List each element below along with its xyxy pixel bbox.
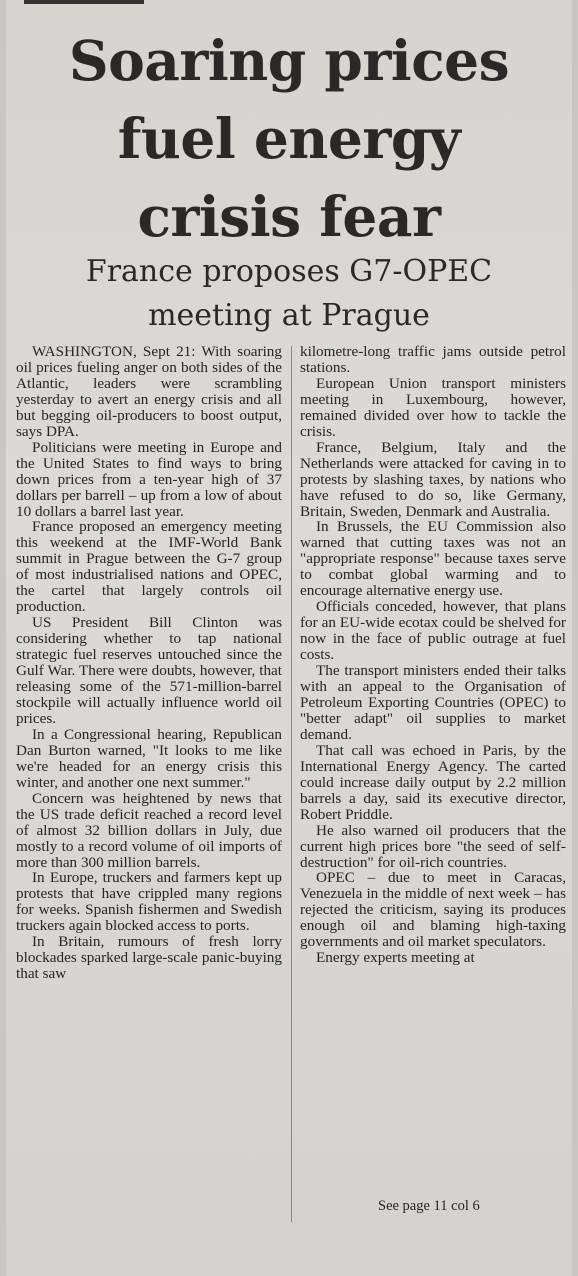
newspaper-clipping [6,0,572,1276]
continuation-note: See page 11 col 6 [378,1198,480,1214]
paragraph: In Britain, rumours of fresh lorry blockades sparked large-scale panic-buying that saw [16,933,282,983]
paragraph: European Union transport ministers meeting in Luxembourg, however, remained divided over how to tackle the crisis. [300,374,566,440]
paragraph: Officials conceded, however, that plans for an EU-wide ecotax could be shelved for now in the face of public outrage at fuel costs. [300,598,566,664]
paragraph: In Brussels, the EU Commission also warned that cutting taxes was not an "appropriate response" because taxes serve to combat global warming and to encourage alternative energy use. [300,518,566,600]
headline [6,22,572,256]
paragraph: US President Bill Clinton was considering whether to tap national strategic fuel reserves untouched since the Gulf War. There were doubts, however, that releasing some of the 571-million-barrel stockpile will actually influence world oil prices. [16,614,282,727]
paragraph: The transport ministers ended their talks with an appeal to the Organisation of Petroleum Exporting Countries (OPEC) to "better adapt" oil supplies to market demand. [300,662,566,743]
paragraph: France, Belgium, Italy and the Netherlands were attacked for caving in to protests by slashing taxes, by nations who have refused to do so, like Germany, Britain, Sweden, Denmark and Australia. [300,438,566,520]
paragraph: OPEC – due to meet in Caracas, Venezuela in the middle of next week – has rejected the criticism, saying its produces enough oil and blaming high-taxing governments and oil market speculators. [300,869,566,951]
paragraph: Energy experts meeting at [316,949,475,967]
paragraph: In a Congressional hearing, Republican Dan Burton warned, "It looks to me like we're headed for an energy crisis this winter, and another one next summer." [16,725,282,791]
paragraph: WASHINGTON, Sept 21: With soaring oil prices fueling anger on both sides of the Atlantic, leaders were scrambling yesterday to avert an energy crisis and all but begging oil-producers to boost output, says DPA. [16,343,282,440]
headline-line: Soaring prices [68,28,510,93]
top-rule [24,0,144,4]
subheadline-line: meeting at Prague [148,298,430,333]
paragraph: He also warned oil producers that the current high prices bore "the seed of self-destruction" for oil-rich countries. [300,821,566,871]
paragraph: That call was echoed in Paris, by the International Energy Agency. The carted could increase daily output by 2.2 million barrels a day, said its executive director, Robert Priddle. [300,741,566,823]
paragraph: France proposed an emergency meeting this weekend at the IMF-World Bank summit in Prague between the G-7 group of most industrialised nations and OPEC, the cartel that largely controls oil production. [16,518,282,616]
subheadline-line: France proposes G7-OPEC [85,254,493,289]
column-divider [291,346,292,1222]
subheadline [6,250,572,338]
headline-line: fuel energy [117,106,461,171]
article-column-right [300,344,566,966]
paragraph: In Europe, truckers and farmers kept up protests that have crippled many regions for weeks. Spanish fishermen and Swedish truckers again blocked access to ports. [16,869,282,935]
paragraph: Politicians were meeting in Europe and the United States to find ways to bring down prices from a ten-year high of 37 dollars per barrell – up from a low of about 10 dollars a barrel last year. [16,438,282,520]
paragraph: Concern was heightened by news that the US trade deficit reached a record level of almost 32 billion dollars in July, due mostly to a record volume of oil imports of more than 300 million barrels. [16,789,282,871]
paragraph: kilometre-long traffic jams outside petrol stations. [300,343,566,376]
article-column-left [16,344,282,982]
headline-line: crisis fear [137,184,441,249]
